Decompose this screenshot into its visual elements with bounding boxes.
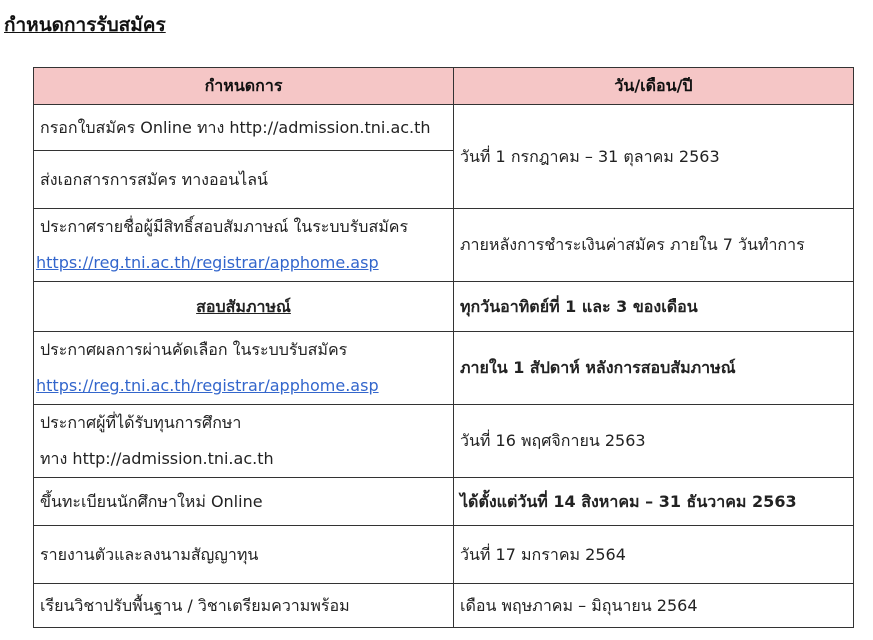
table-row bbox=[34, 405, 854, 478]
activity-cell: ขึ้นทะเบียนนักศึกษาใหม่ Online bbox=[34, 478, 454, 526]
date-cell: วันที่ 16 พฤศจิกายน 2563 bbox=[454, 405, 854, 478]
activity-cell bbox=[34, 332, 454, 405]
activity-text-line2: ทาง http://admission.tni.ac.th bbox=[40, 449, 274, 468]
table-row bbox=[34, 526, 854, 584]
date-cell: วันที่ 1 กรกฎาคม – 31 ตุลาคม 2563 bbox=[454, 105, 854, 209]
activity-cell: ส่งเอกสารการสมัคร ทางออนไลน์ bbox=[34, 151, 454, 209]
schedule-table bbox=[33, 67, 854, 628]
activity-cell bbox=[34, 209, 454, 282]
table-row bbox=[34, 478, 854, 526]
header-date: วัน/เดือน/ปี bbox=[454, 68, 854, 105]
table-header-row bbox=[34, 68, 854, 105]
date-cell: เดือน พฤษภาคม – มิถุนายน 2564 bbox=[454, 584, 854, 628]
table-row bbox=[34, 105, 854, 151]
activity-cell bbox=[34, 405, 454, 478]
activity-cell: เรียนวิชาปรับพื้นฐาน / วิชาเตรียมความพร้อม bbox=[34, 584, 454, 628]
date-cell: ทุกวันอาทิตย์ที่ 1 และ 3 ของเดือน bbox=[454, 282, 854, 332]
registrar-link[interactable]: https://reg.tni.ac.th/registrar/apphome.asp bbox=[36, 253, 379, 272]
activity-cell: สอบสัมภาษณ์ bbox=[34, 282, 454, 332]
table-row bbox=[34, 282, 854, 332]
activity-cell: กรอกใบสมัคร Online ทาง http://admission.tni.ac.th bbox=[34, 105, 454, 151]
activity-cell: รายงานตัวและลงนามสัญญาทุน bbox=[34, 526, 454, 584]
date-cell: ภายหลังการชำระเงินค่าสมัคร ภายใน 7 วันทำการ bbox=[454, 209, 854, 282]
date-cell: วันที่ 17 มกราคม 2564 bbox=[454, 526, 854, 584]
table-row bbox=[34, 209, 854, 282]
activity-text: ประกาศผลการผ่านคัดเลือก ในระบบรับสมัคร bbox=[40, 340, 348, 359]
registrar-link[interactable]: https://reg.tni.ac.th/registrar/apphome.asp bbox=[36, 376, 379, 395]
header-activity: กำหนดการ bbox=[34, 68, 454, 105]
page-title: กำหนดการรับสมัคร bbox=[4, 14, 166, 36]
activity-text: ประกาศรายชื่อผู้มีสิทธิ์สอบสัมภาษณ์ ในระบบรับสมัคร bbox=[40, 217, 409, 236]
table-row bbox=[34, 332, 854, 405]
date-cell: ภายใน 1 สัปดาห์ หลังการสอบสัมภาษณ์ bbox=[454, 332, 854, 405]
date-cell: ได้ตั้งแต่วันที่ 14 สิงหาคม – 31 ธันวาคม 2563 bbox=[454, 478, 854, 526]
activity-text: ประกาศผู้ที่ได้รับทุนการศึกษา bbox=[40, 413, 242, 432]
table-row bbox=[34, 584, 854, 628]
